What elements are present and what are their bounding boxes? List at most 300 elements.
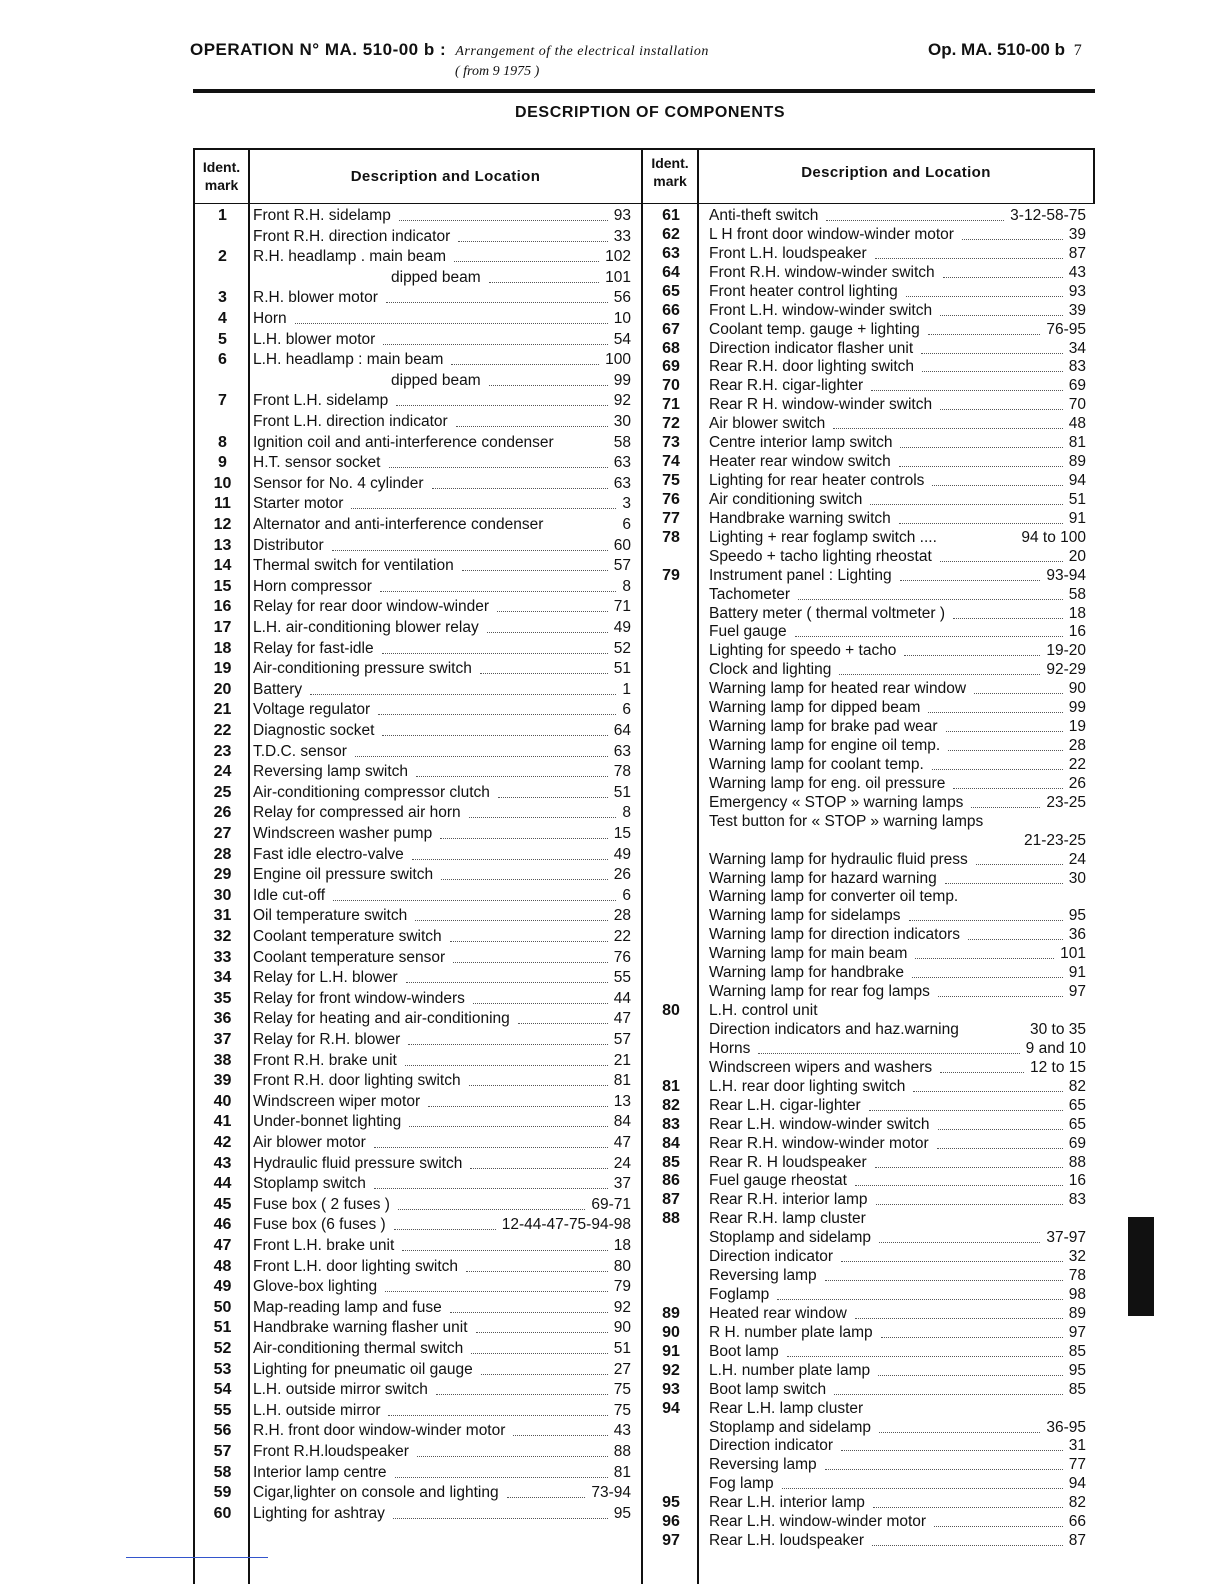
diagram-location-ref: 10 (613, 310, 631, 327)
ident-mark (197, 1009, 248, 1029)
ident-mark-label: 43 (213, 1154, 232, 1172)
ident-mark (197, 350, 248, 370)
diagram-location-ref: 83 (1068, 1191, 1086, 1209)
component-description: Air blower motor (253, 1134, 366, 1151)
component-description: Front L.H. brake unit (253, 1237, 395, 1254)
diagram-location-ref: 6 (622, 516, 631, 533)
dot-leader (928, 712, 1063, 713)
ident-mark (645, 1134, 697, 1154)
ident-mark-label: 78 (662, 528, 680, 546)
diagram-location-ref: 69 (1068, 1134, 1086, 1152)
ident-mark-label: 39 (213, 1072, 232, 1090)
component-description: R H. number plate lamp (709, 1323, 873, 1341)
ident-mark (197, 1174, 248, 1194)
diagram-location-ref: 49 (613, 619, 631, 636)
component-description: Rear R.H. door lighting switch (709, 358, 915, 376)
component-description: Reversing lamp (709, 1456, 817, 1474)
component-description: L.H. air-conditioning blower relay (253, 619, 479, 636)
ident-mark (645, 1153, 697, 1173)
dot-leader (471, 1353, 608, 1354)
ident-mark-label: 84 (662, 1134, 680, 1152)
dot-leader (466, 1271, 608, 1272)
dot-leader (758, 1053, 1020, 1054)
diagram-location-ref: 75 (613, 1401, 631, 1419)
ident-mark-label: 96 (662, 1513, 680, 1531)
diagram-location-ref: 51 (613, 1340, 631, 1357)
table-row (709, 660, 1086, 680)
dot-leader (374, 1147, 608, 1148)
table-row (253, 680, 631, 700)
ident-mark-label: 77 (662, 509, 680, 527)
diagram-location-ref: 51 (1068, 490, 1086, 508)
ident-mark (645, 1512, 697, 1532)
dot-leader (953, 618, 1063, 619)
ident-mark-label: 67 (662, 320, 680, 338)
ident-mark-label: 16 (213, 598, 232, 616)
table-row (253, 968, 631, 988)
ident-mark (197, 1401, 248, 1421)
diagram-location-ref: 93 (1068, 282, 1086, 300)
diagram-location-ref: 39 (1068, 301, 1086, 319)
table-row (709, 376, 1086, 396)
header-rule (193, 89, 1095, 93)
component-description: Warning lamp for hydraulic fluid press (709, 850, 968, 868)
ident-mark (197, 989, 248, 1009)
ident-mark (645, 1115, 697, 1135)
ident-mark-label: 19 (213, 660, 232, 678)
table-row (253, 1133, 631, 1153)
diagram-location-ref: 88 (613, 1443, 631, 1460)
dot-leader (873, 1507, 1063, 1508)
component-description: Rear R.H. window-winder motor (709, 1134, 929, 1152)
component-description: Speedo + tacho lighting rheostat (709, 547, 932, 565)
dot-leader (787, 1356, 1063, 1357)
diagram-location-ref: 33 (613, 227, 631, 245)
dot-leader (374, 1188, 608, 1189)
ident-mark-label: 25 (213, 783, 232, 801)
component-description: Map-reading lamp and fuse (253, 1298, 442, 1316)
diagram-location-ref: 92-29 (1046, 661, 1086, 679)
dot-leader (405, 1065, 608, 1066)
component-description: Ignition coil and anti-interference condenser (253, 433, 554, 451)
table-row (253, 824, 631, 844)
ident-mark (197, 1215, 248, 1235)
section-title: DESCRIPTION OF COMPONENTS (515, 104, 786, 121)
ident-mark (197, 1360, 248, 1380)
table-row (253, 1215, 631, 1235)
diagram-location-ref: 73-94 (591, 1484, 631, 1502)
component-description: Reversing lamp (709, 1267, 817, 1285)
table-row (709, 679, 1086, 699)
table-row (253, 639, 631, 659)
dot-leader (497, 611, 608, 612)
component-description: Relay for fast-idle (253, 639, 374, 657)
ident-mark (197, 1504, 248, 1524)
ident-header-label: Ident. (651, 155, 689, 171)
component-description: Idle cut-off (253, 886, 326, 904)
diagram-location-ref: 36-95 (1046, 1418, 1086, 1436)
ident-mark (197, 639, 248, 659)
component-description: Lighting for rear heater controls (709, 472, 925, 490)
component-description: Warning lamp for hazard warning (709, 869, 937, 887)
table-row (253, 391, 631, 411)
component-description: L.H. headlamp : main beam (253, 351, 444, 369)
table-row (709, 1058, 1086, 1078)
table-row (253, 247, 631, 267)
ident-mark (197, 700, 248, 720)
component-description: Warning lamp for converter oil temp. (709, 888, 959, 906)
component-description: Lighting for pneumatic oil gauge (253, 1360, 473, 1378)
ident-mark (197, 1277, 248, 1297)
ident-mark-label: 40 (213, 1092, 232, 1110)
dot-leader (456, 426, 608, 427)
component-description: Stoplamp and sidelamp (709, 1229, 871, 1247)
dot-leader (871, 390, 1063, 391)
ident-mark (197, 1236, 248, 1256)
right-ident-column (645, 206, 697, 1554)
diagram-location-ref: 90 (613, 1319, 631, 1337)
mark-header-label: mark (204, 177, 239, 193)
table-row (709, 1228, 1086, 1248)
component-description: Front R.H. sidelamp (253, 207, 391, 224)
component-description: Interior lamp centre (253, 1463, 387, 1481)
dot-leader (398, 1209, 585, 1210)
ident-mark-label: 30 (213, 886, 232, 904)
ident-mark (645, 1209, 697, 1229)
dot-leader (900, 580, 1040, 581)
table-row (709, 793, 1086, 813)
table-row (709, 1474, 1086, 1494)
component-description: Under-bonnet lighting (253, 1113, 402, 1131)
diagram-location-ref: 23-25 (1046, 793, 1086, 811)
component-description: Warning lamp for main beam (709, 945, 908, 963)
dot-leader (295, 323, 608, 324)
table-row (709, 1209, 1086, 1229)
dot-leader (937, 1148, 1063, 1149)
diagram-location-ref: 94 (1068, 1475, 1086, 1493)
diagram-location-ref: 3-12-58-75 (1010, 207, 1086, 224)
ident-mark-label: 34 (213, 969, 232, 987)
table-row (253, 288, 631, 308)
diagram-location-ref: 18 (1068, 604, 1086, 622)
dot-leader (489, 385, 608, 386)
table-row (709, 1190, 1086, 1210)
table-row (253, 803, 631, 823)
component-description: R.H. blower motor (253, 289, 378, 307)
table-row (253, 989, 631, 1009)
table-row (709, 1304, 1086, 1324)
table-row (709, 471, 1086, 491)
ident-mark-label: 22 (213, 722, 232, 739)
dot-leader (841, 1261, 1063, 1262)
component-description: Handbrake warning flasher unit (253, 1319, 468, 1337)
table-row (253, 1174, 631, 1194)
ident-mark-label: 51 (213, 1319, 232, 1337)
ident-mark (197, 330, 248, 350)
diagram-location-ref: 36 (1068, 926, 1086, 944)
ident-mark (645, 244, 697, 264)
component-description: Front L.H. direction indicator (253, 413, 448, 430)
component-description: Heated rear window (709, 1304, 847, 1322)
dot-leader (441, 879, 608, 880)
dot-leader (921, 353, 1063, 354)
ident-mark-label: 21 (213, 701, 232, 719)
component-description: Fuel gauge rheostat (709, 1172, 847, 1190)
dot-leader (945, 883, 1063, 884)
table-row (709, 869, 1086, 889)
left-description-column (253, 206, 631, 1536)
component-description: Front R.H. door lighting switch (253, 1072, 461, 1090)
ident-mark (645, 320, 697, 340)
ident-mark (645, 1077, 697, 1097)
component-description: Warning lamp for rear fog lamps (709, 983, 930, 1001)
diagram-location-ref: 70 (1068, 396, 1086, 414)
diagram-location-ref: 95 (1068, 1361, 1086, 1379)
ident-mark (197, 680, 248, 700)
component-description: Direction indicator (709, 1248, 834, 1266)
component-description: Starter motor (253, 495, 344, 513)
ident-mark (197, 1133, 248, 1153)
table-row (253, 536, 631, 556)
diagram-location-ref: 97 (1068, 1323, 1086, 1341)
component-description: Coolant temperature sensor (253, 948, 446, 966)
table-row (253, 597, 631, 617)
ident-mark (197, 948, 248, 968)
table-row (709, 850, 1086, 870)
ident-mark (645, 1380, 697, 1400)
diagram-location-ref: 93-94 (1046, 566, 1086, 584)
ident-mark-label: 90 (662, 1323, 680, 1341)
table-row (709, 1153, 1086, 1173)
ident-mark (197, 1154, 248, 1174)
diagram-location-ref: 56 (613, 289, 631, 307)
diagram-location-ref: 51 (613, 660, 631, 678)
ident-mark-label: 81 (662, 1077, 680, 1095)
table-row (709, 1399, 1086, 1419)
table-row (253, 1257, 631, 1277)
dot-leader (976, 864, 1063, 865)
dot-leader (915, 958, 1054, 959)
description-header-left: Description and Location (350, 168, 541, 185)
table-row (709, 1323, 1086, 1343)
dot-leader (513, 1435, 608, 1436)
component-description: Relay for R.H. blower (253, 1031, 401, 1048)
dot-leader (453, 962, 608, 963)
table-row (253, 1504, 631, 1524)
dot-leader (428, 1106, 608, 1107)
table-row (253, 1360, 631, 1380)
ident-mark-label: 57 (213, 1443, 232, 1460)
ident-mark (645, 1190, 697, 1210)
component-description: Windscreen washer pump (253, 825, 433, 842)
dot-leader (489, 282, 599, 283)
page-number: 7 (1073, 42, 1082, 59)
component-description: Fast idle electro-valve (253, 845, 404, 863)
dot-leader (469, 817, 616, 818)
diagram-location-ref: 21 (613, 1051, 631, 1069)
ident-mark-label: 13 (213, 536, 232, 554)
ident-mark (197, 721, 248, 741)
table-row (253, 1154, 631, 1174)
table-row (253, 927, 631, 947)
table-row (709, 1361, 1086, 1381)
table-row (709, 1285, 1086, 1305)
diagram-location-ref: 47 (613, 1010, 631, 1028)
component-description: Thermal switch for ventilation (253, 557, 454, 575)
ident-mark-label: 17 (213, 619, 232, 636)
table-row (709, 339, 1086, 359)
component-description: Fog lamp (709, 1475, 774, 1493)
component-description: Fuel gauge (709, 623, 787, 641)
dot-leader (940, 561, 1063, 562)
ident-mark-label: 89 (662, 1304, 680, 1322)
diagram-location-ref: 28 (1068, 737, 1086, 755)
component-description: Lighting + rear foglamp switch .... (709, 528, 937, 546)
ident-mark-label: 59 (213, 1484, 232, 1502)
ident-mark (197, 1092, 248, 1112)
table-row (709, 490, 1086, 510)
ident-mark (197, 433, 248, 453)
dot-leader (498, 797, 608, 798)
diagram-location-ref: 22 (613, 928, 631, 945)
dot-leader (909, 920, 1063, 921)
diagram-location-ref: 12-44-47-75-94-98 (501, 1216, 631, 1234)
dot-leader (396, 405, 608, 406)
table-row (709, 887, 1086, 907)
ident-mark-label: 38 (213, 1051, 232, 1069)
dot-leader (940, 409, 1063, 410)
ident-mark (197, 1051, 248, 1071)
dot-leader (415, 920, 608, 921)
table-right-border (1093, 148, 1095, 203)
diagram-location-ref: 26 (1068, 774, 1086, 792)
table-row (253, 762, 631, 782)
diagram-location-ref: 30 to 35 (1029, 1020, 1086, 1038)
ident-mark-label: 85 (662, 1153, 680, 1171)
dot-leader (481, 1374, 608, 1375)
diagram-location-ref: 92 (613, 392, 631, 410)
dot-leader (436, 1394, 608, 1395)
page-reference (928, 40, 1082, 60)
table-row (709, 622, 1086, 642)
diagram-location-ref: 78 (613, 763, 631, 781)
dot-leader (872, 1545, 1063, 1546)
dot-leader (932, 485, 1063, 486)
ident-mark-label: 1 (218, 207, 227, 224)
diagram-location-ref: 19-20 (1046, 642, 1086, 660)
ident-mark-label: 55 (213, 1401, 232, 1419)
diagram-location-ref: 63 (613, 742, 631, 760)
diagram-location-ref: 26 (613, 866, 631, 884)
table-row (253, 700, 631, 720)
diagram-location-ref: 89 (1068, 453, 1086, 471)
table-row (253, 1051, 631, 1071)
dot-leader (378, 714, 616, 715)
column-divider (248, 148, 250, 1584)
dot-leader (855, 1185, 1063, 1186)
dot-leader (798, 599, 1063, 600)
dot-leader (795, 636, 1063, 637)
table-row (709, 641, 1086, 661)
ident-mark (197, 1298, 248, 1318)
diagram-location-ref: 81 (613, 1072, 631, 1090)
diagram-location-ref: 84 (613, 1113, 631, 1131)
table-header-divider (193, 203, 1095, 204)
diagram-location-ref: 66 (1068, 1513, 1086, 1531)
ident-mark-label: 79 (662, 566, 680, 584)
component-description: Distributor (253, 536, 324, 554)
diagram-location-ref: 64 (613, 722, 631, 739)
dot-leader (402, 1250, 608, 1251)
component-description: dipped beam (391, 268, 481, 286)
diagram-location-ref: 39 (1068, 225, 1086, 243)
ident-mark-label: 36 (213, 1010, 232, 1028)
ident-mark (197, 1421, 248, 1441)
dot-leader (462, 570, 608, 571)
dot-leader (480, 673, 608, 674)
table-row (709, 1096, 1086, 1116)
table-row (253, 494, 631, 514)
diagram-location-ref: 43 (1068, 263, 1086, 281)
component-description: Front L.H. window-winder switch (709, 301, 933, 319)
dot-leader (834, 1394, 1063, 1395)
ident-mark (645, 566, 697, 586)
diagram-location-ref: 30 (1068, 869, 1086, 887)
ident-mark-label: 60 (213, 1504, 232, 1522)
diagram-location-ref: 8 (622, 804, 631, 822)
ident-mark-label: 62 (662, 225, 680, 243)
ident-mark-label: 76 (662, 490, 680, 508)
component-description: Windscreen wiper motor (253, 1092, 421, 1110)
ident-mark (645, 1096, 697, 1116)
diagram-location-ref: 82 (1068, 1494, 1086, 1512)
ident-mark-label: 2 (218, 248, 227, 266)
table-row (709, 1077, 1086, 1097)
dot-leader (476, 1332, 608, 1333)
component-description: Warning lamp for direction indicators (709, 926, 960, 944)
table-row (709, 395, 1086, 415)
ident-mark-label: 28 (213, 845, 232, 863)
dot-leader (940, 315, 1063, 316)
ident-mark (197, 845, 248, 865)
dot-leader (470, 1168, 608, 1169)
ident-mark-label: 33 (213, 948, 232, 966)
diagram-location-ref: 94 (1068, 472, 1086, 490)
component-description: Rear R H. window-winder switch (709, 396, 933, 414)
component-description: Warning lamp for heated rear window (709, 680, 967, 698)
diagram-location-ref: 27 (613, 1360, 631, 1378)
ident-mark-label: 69 (662, 358, 680, 376)
diagram-location-ref: 20 (1068, 547, 1086, 565)
ident-mark-label: 7 (218, 392, 227, 410)
diagram-location-ref: 44 (613, 989, 631, 1007)
diagram-location-ref: 89 (1068, 1304, 1086, 1322)
table-row (709, 1493, 1086, 1513)
ident-mark-label: 61 (662, 207, 680, 224)
table-row (253, 371, 631, 391)
component-description: L.H. number plate lamp (709, 1361, 871, 1379)
table-row (709, 944, 1086, 964)
ident-mark (645, 471, 697, 491)
ident-mark-label: 50 (213, 1298, 232, 1316)
diagram-location-ref: 69 (1068, 377, 1086, 395)
dot-leader (487, 632, 608, 633)
ident-mark-label: 6 (218, 351, 227, 369)
dot-leader (395, 1477, 608, 1478)
diagram-location-ref: 15 (613, 825, 631, 842)
dot-leader (870, 504, 1063, 505)
diagram-location-ref: 24 (1068, 850, 1086, 868)
